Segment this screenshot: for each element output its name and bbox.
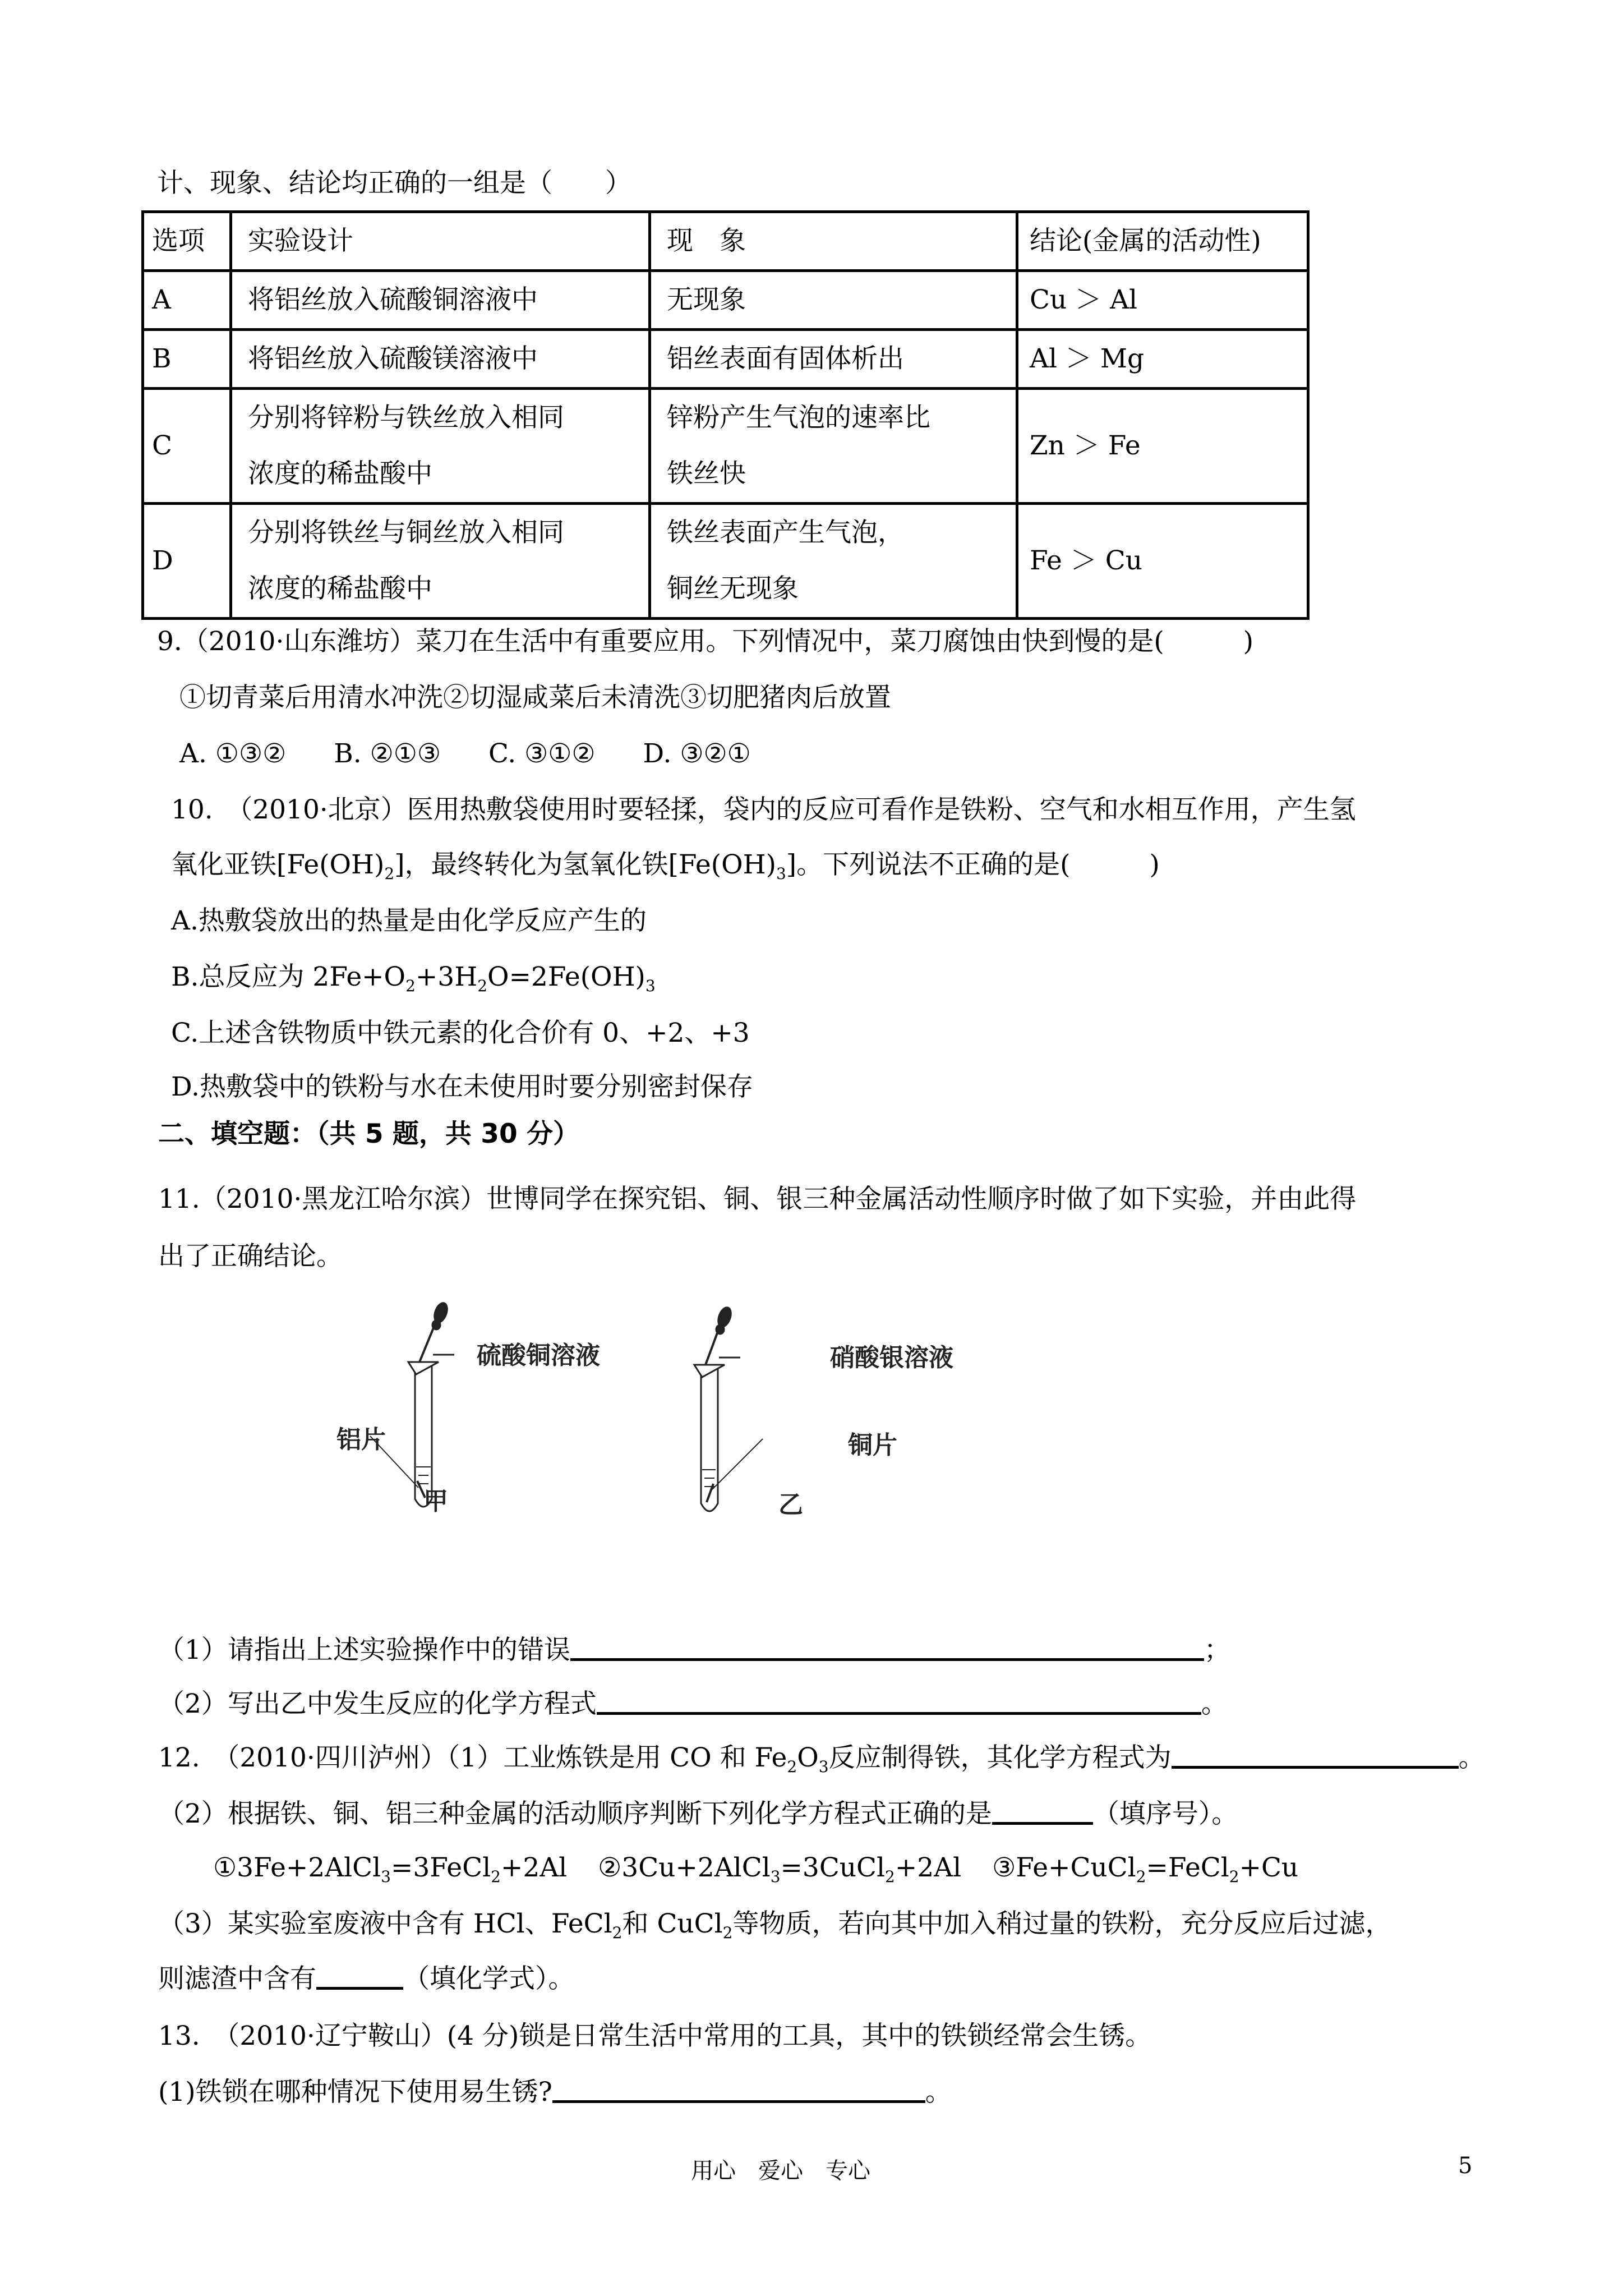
question-9-conditions: ①切青菜后用清水冲洗②切湿咸菜后未清洗③切肥猪肉后放置 <box>179 682 891 713</box>
row-option: B <box>143 330 231 389</box>
question-12-line1 <box>158 1741 1485 1775</box>
question-11-sub2 <box>158 1687 1228 1721</box>
question-8-stem-tail: 计、现象、结论均正确的一组是（ ） <box>157 168 631 199</box>
question-10-option-a: A.热敷袋放出的热量是由化学反应产生的 <box>171 905 647 936</box>
header-phenomenon: 现 象 <box>650 212 1017 271</box>
text: （3）某实验室废液中含有 HCl、FeCl <box>158 1908 612 1939</box>
answer-blank[interactable] <box>570 1634 1204 1661</box>
subscript: 3 <box>818 1757 829 1776</box>
row-design-line: 分别将铁丝与铜丝放入相同 <box>248 517 564 548</box>
text: 反应制得铁，其化学方程式为 <box>828 1742 1172 1773</box>
row-option: C <box>143 389 231 504</box>
row-design-line: 浓度的稀盐酸中 <box>248 573 432 604</box>
text: （填化学式）。 <box>403 1963 575 1994</box>
question-9-stem: 9.（2010·山东潍坊）菜刀在生活中有重要应用。下列情况中，菜刀腐蚀由快到慢的是( ) <box>157 626 1254 657</box>
row-phenomenon <box>650 389 1017 504</box>
subscript: 2 <box>612 1924 623 1942</box>
question-10-option-c: C.上述含铁物质中铁元素的化合价有 0、+2、+3 <box>171 1018 750 1048</box>
solution-label-left: 硫酸铜溶液 <box>477 1341 600 1370</box>
metal-label-left: 铝片 <box>336 1425 386 1454</box>
row-design <box>231 389 650 504</box>
text: ①3Fe+2AlCl <box>213 1852 381 1883</box>
question-10-option-b <box>171 960 656 994</box>
subscript: 2 <box>787 1757 797 1776</box>
table-row <box>143 330 1308 389</box>
table-header-row <box>143 212 1308 271</box>
question-12-sub3-line2 <box>158 1962 575 1996</box>
punct: 。 <box>925 2077 952 2108</box>
subscript: 2 <box>885 1867 895 1886</box>
footer-motto: 用心 爱心 专心 <box>691 2158 870 2184</box>
row-phenomenon-line: 铁丝表面产生气泡， <box>667 517 904 548</box>
prompt: （1）请指出上述实验操作中的错误 <box>158 1635 570 1665</box>
text: =3FeCl <box>390 1852 491 1883</box>
question-12-sub2 <box>158 1797 1238 1831</box>
answer-blank[interactable] <box>992 1797 1093 1825</box>
header-option: 选项 <box>143 212 231 271</box>
text: ]，最终转化为氢氧化铁[Fe(OH) <box>394 849 776 880</box>
row-design: 将铝丝放入硫酸镁溶液中 <box>231 330 650 389</box>
answer-blank[interactable] <box>1172 1741 1459 1769</box>
equation-3 <box>992 1852 1299 1886</box>
option-a: A. ①③② <box>179 738 287 769</box>
subscript: 2 <box>491 1867 501 1886</box>
row-phenomenon <box>650 504 1017 619</box>
subscript: 2 <box>1136 1867 1146 1886</box>
text: =3CuCl <box>780 1852 886 1883</box>
row-design-line: 浓度的稀盐酸中 <box>248 458 432 489</box>
subscript: 2 <box>722 1924 733 1942</box>
question-10-option-d: D.热敷袋中的铁粉与水在未使用时要分别密封保存 <box>171 1071 753 1102</box>
text: +Cu <box>1239 1852 1299 1883</box>
subscript: 2 <box>405 977 416 995</box>
punct: 。 <box>1201 1688 1228 1719</box>
question-13-sub1 <box>158 2076 952 2109</box>
prompt: (1)铁锁在哪种情况下使用易生锈? <box>158 2077 552 2108</box>
question-11-sub1 <box>158 1634 1230 1667</box>
tube-label-left: 甲 <box>423 1487 448 1516</box>
equation-1 <box>213 1852 568 1886</box>
row-phenomenon: 无现象 <box>650 271 1017 330</box>
answer-blank[interactable] <box>316 1962 403 1990</box>
test-tube-right <box>694 1306 763 1511</box>
subscript: 2 <box>1229 1867 1239 1886</box>
text: 12. （2010·四川泸州）（1）工业炼铁是用 CO 和 Fe <box>158 1742 787 1773</box>
header-conclusion: 结论(金属的活动性) <box>1017 212 1308 271</box>
subscript: 3 <box>381 1867 391 1886</box>
text: 等物质，若向其中加入稍过量的铁粉，充分反应后过滤， <box>732 1908 1392 1939</box>
row-option: D <box>143 504 231 619</box>
subscript: 2 <box>384 864 395 883</box>
row-phenomenon-line: 铜丝无现象 <box>667 573 799 604</box>
row-phenomenon-line: 铁丝快 <box>667 458 746 489</box>
row-option: A <box>143 271 231 330</box>
text: 氧化亚铁[Fe(OH) <box>171 849 385 880</box>
text: ②3Cu+2AlCl <box>598 1852 771 1883</box>
question-12-sub3 <box>158 1907 1392 1941</box>
prompt: 则滤渣中含有 <box>158 1963 316 1994</box>
test-tube-left <box>370 1301 454 1507</box>
row-design: 将铝丝放入硫酸铜溶液中 <box>231 271 650 330</box>
section-2-title: 二、填空题：（共 5 题，共 30 分） <box>158 1119 580 1149</box>
row-conclusion: Zn ＞ Fe <box>1017 389 1308 504</box>
text: =FeCl <box>1146 1852 1229 1883</box>
row-phenomenon-line: 锌粉产生气泡的速率比 <box>667 402 930 433</box>
row-conclusion: Al ＞ Mg <box>1017 330 1308 389</box>
equation-2 <box>598 1852 962 1886</box>
row-design <box>231 504 650 619</box>
question-10-stem-line1: 10. （2010·北京）医用热敷袋使用时要轻揉，袋内的反应可看作是铁粉、空气和水相互作用，产生氢 <box>171 794 1356 825</box>
question-11-stem-line1: 11.（2010·黑龙江哈尔滨）世博同学在探究铝、铜、银三种金属活动性顺序时做了如下实验，并由此得 <box>158 1184 1357 1214</box>
option-d: D. ③②① <box>643 738 751 769</box>
table-row <box>143 504 1308 619</box>
row-conclusion: Fe ＞ Cu <box>1017 504 1308 619</box>
option-c: C. ③①② <box>488 738 596 769</box>
solution-label-right: 硝酸银溶液 <box>830 1343 953 1372</box>
text: （填序号）。 <box>1092 1798 1238 1829</box>
question-10-stem-line2 <box>171 848 1160 882</box>
table-row <box>143 389 1308 504</box>
metal-label-right: 铜片 <box>848 1431 897 1460</box>
text: 和 CuCl <box>622 1908 723 1939</box>
question-13-stem: 13. （2010·辽宁鞍山）(4 分)锁是日常生活中常用的工具，其中的铁锁经常会生锈。 <box>158 2021 1152 2051</box>
prompt: （2）根据铁、铜、铝三种金属的活动顺序判断下列化学方程式正确的是 <box>158 1798 992 1829</box>
question-12-equations <box>213 1851 1298 1885</box>
text: +3H <box>415 961 478 992</box>
punct: ； <box>1204 1635 1230 1665</box>
punct: 。 <box>1458 1742 1485 1773</box>
text: +2Al <box>895 1852 962 1883</box>
text: +2Al <box>500 1852 568 1883</box>
subscript: 3 <box>776 864 786 883</box>
subscript: 3 <box>770 1867 781 1886</box>
question-11-stem-line2: 出了正确结论。 <box>158 1241 343 1272</box>
text: ]。下列说法不正确的是( ) <box>786 849 1160 880</box>
header-design: 实验设计 <box>231 212 650 271</box>
row-design-line: 分别将锌粉与铁丝放入相同 <box>248 402 564 433</box>
text: B.总反应为 2Fe+O <box>171 961 406 992</box>
page-number: 5 <box>1458 2153 1473 2179</box>
row-conclusion: Cu ＞ Al <box>1017 271 1308 330</box>
subscript: 3 <box>645 977 656 995</box>
text: O <box>797 1742 819 1773</box>
text: O=2Fe(OH) <box>487 961 645 992</box>
answer-blank[interactable] <box>597 1687 1201 1715</box>
option-b: B. ②①③ <box>334 738 441 769</box>
experiment-table <box>141 210 1310 620</box>
prompt: （2）写出乙中发生反应的化学方程式 <box>158 1688 597 1719</box>
row-phenomenon: 铝丝表面有固体析出 <box>650 330 1017 389</box>
question-9-options <box>179 737 751 771</box>
tube-label-right: 乙 <box>778 1490 803 1519</box>
table-row <box>143 271 1308 330</box>
subscript: 2 <box>477 977 488 995</box>
text: ③Fe+CuCl <box>992 1852 1136 1883</box>
answer-blank[interactable] <box>552 2076 925 2103</box>
